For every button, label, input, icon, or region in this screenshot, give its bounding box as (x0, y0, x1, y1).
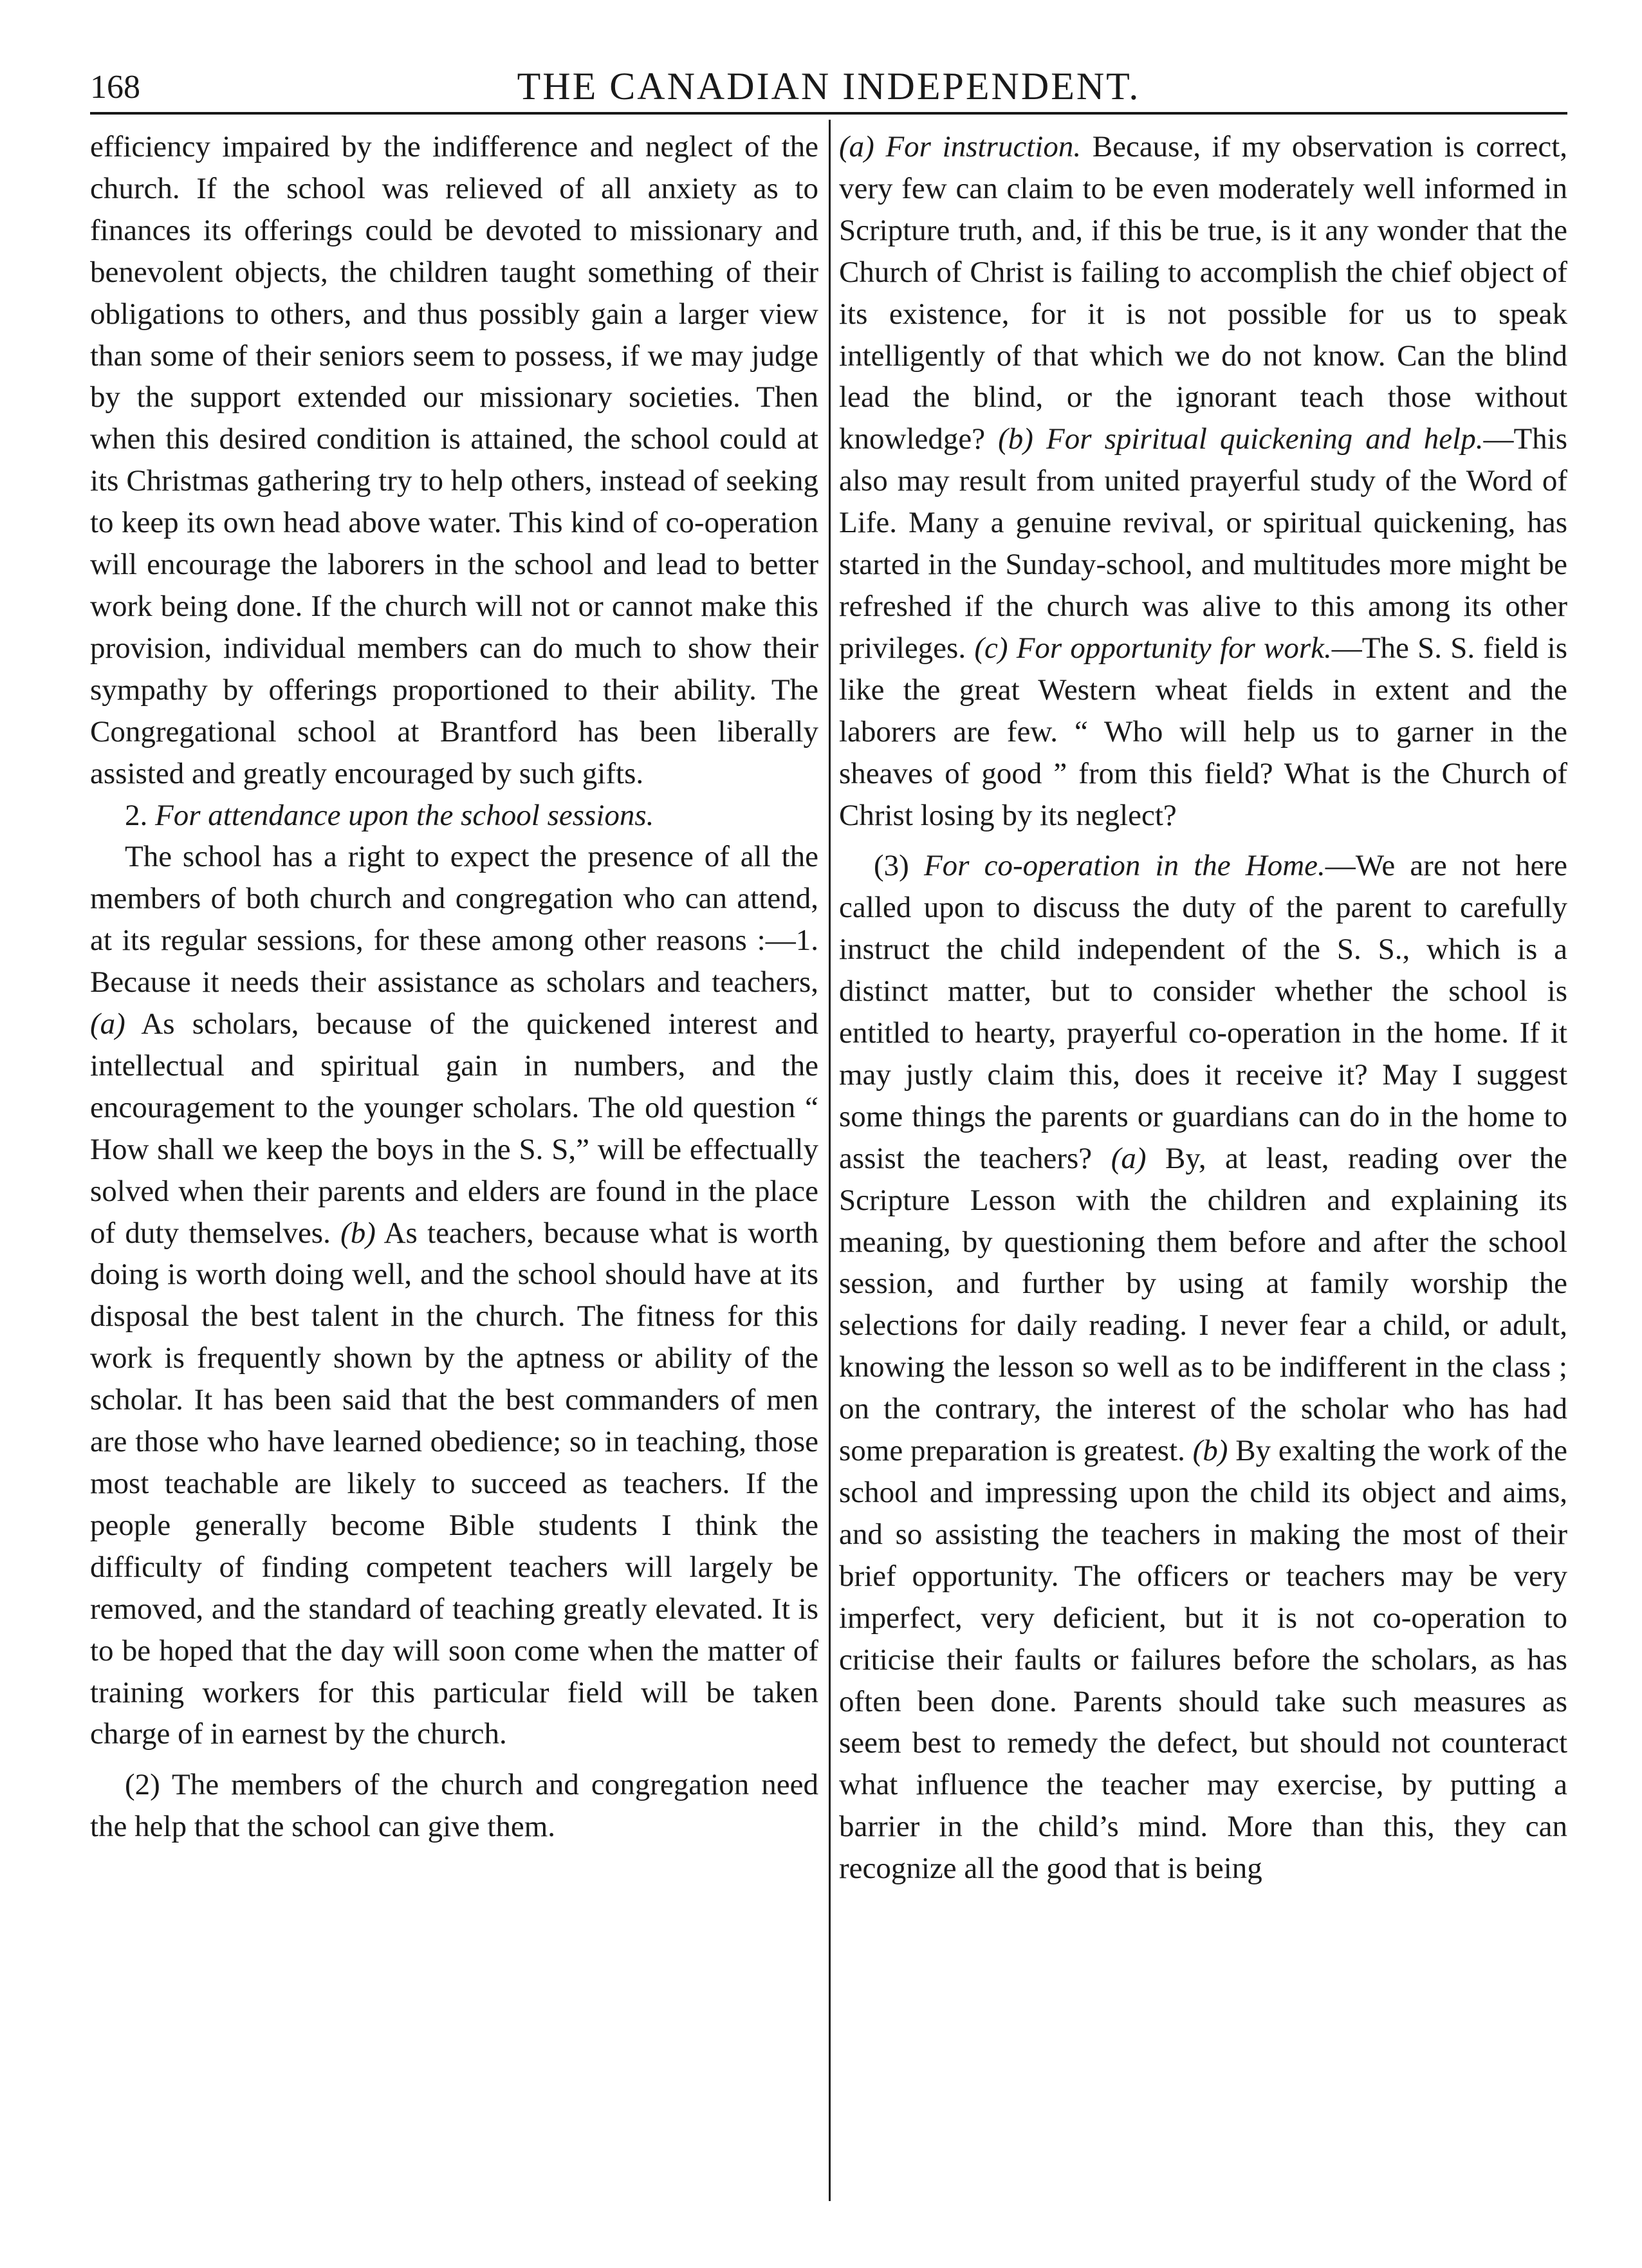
text-run-italic: (b) For spiritual quickening and help. (998, 422, 1484, 456)
text-run-italic: (a) (90, 1007, 125, 1041)
text-run-italic: (a) (1111, 1141, 1147, 1175)
text-run: —The S. S. field is like the great Western wheat fields in extent and the laborers are few. “ Who will help us to garner in the sheaves of good ” from this field? What is the Church of Christ losing by its neglect? (839, 631, 1567, 832)
column-divider (829, 120, 831, 2201)
journal-title: THE CANADIAN INDEPENDENT. (517, 65, 1141, 107)
text-run-italic: (a) For instruction. (839, 130, 1082, 163)
paragraph (90, 836, 818, 1755)
left-column (90, 126, 818, 2198)
text-run: By, at least, reading over the Scripture Lesson with the children and explaining its meaning, by questioning them before and after the school session, and further by using at family worship the selections for daily reading. I never fear a child, or adult, knowing the lesson so well as to be indifferent in the class ; on the contrary, the interest of the scholar who has had some preparation is greatest. (839, 1141, 1567, 1468)
section-number: 2. (125, 798, 148, 832)
paragraph: efficiency impaired by the indifference and neglect of the church. If the school was relieved of all anxiety as to finances its offerings could be devoted to missionary and benevolent objects, the children taught something of their obligations to others, and thus possibly gain a larger view than some of their seniors seem to possess, if we may judge by the support extended our missionary societies. Then when this desired condition is attained, the school could at its Christmas gathering try to help others, instead of seeking to keep its own head above water. This kind of co-operation will encourage the laborers in the school and lead to better work being done. If the church will not or cannot make this provision, individual members can do much to show their sympathy by offerings proportioned to their ability. The Congregational school at Brantford has been liberally assisted and greatly encouraged by such gifts. (90, 130, 818, 790)
text-run: The school has a right to expect the presence of all the members of both church and congregation who can attend, at its regular sessions, for these among other reasons :—1. Because it needs their assistance as scholars and teachers, (90, 840, 818, 999)
page-header (90, 60, 1567, 115)
text-run-italic: (b) (340, 1216, 376, 1250)
text-run: —This also may result from united prayerful study of the Word of Life. Many a genuine revival, or spiritual quickening, has started in the Sunday-school, and multitudes more might be refreshed if the church was alive to this among its other privileges. (839, 422, 1567, 665)
text-run: As scholars, because of the quickened interest and intellectual and spiritual gain in numbers, and the encouragement to the younger scholars. The old question “ How shall we keep the boys in the S. S,” will be effectually solved when their parents and elders are found in the place of duty themselves. (90, 1007, 818, 1250)
text-run-italic: (c) For opportunity for work. (974, 631, 1332, 665)
paragraph (839, 845, 1567, 1890)
text-run: By exalting the work of the school and impressing upon the child its object and aims, and so assisting the teachers in making the most of their brief opportunity. The officers or teachers may be very imperfect, very deficient, but it is not co-operation to criticise their faults or failures before the scholars, as has often been done. Parents should take such measures as seem best to remedy the defect, but should not counteract what influence the teacher may exercise, by putting a barrier in the child’s mind. More than this, they can recognize all the good that is being (839, 1434, 1567, 1886)
section-title: For attendance upon the school sessions. (155, 798, 654, 832)
page-number: 168 (90, 69, 140, 106)
paragraph: (2) The members of the church and congregation need the help that the school can give them. (90, 1768, 818, 1844)
text-run-italic: (b) (1192, 1434, 1228, 1468)
right-column (839, 126, 1567, 2198)
text-run: Because, if my observation is correct, very few can claim to be even moderately well informed in Scripture truth, and, if this be true, is it any wonder that the Church of Christ is failing to accomplish the chief object of its existence, for it is not possible for us to speak intelligently of that which we do not know. Can the blind lead the blind, or the ignorant teach those without knowledge? (839, 130, 1567, 456)
section-heading (90, 795, 818, 837)
section-number: (3) (874, 849, 924, 883)
section-title: For co-operation in the Home. (923, 849, 1325, 883)
text-run: As teachers, because what is worth doing is worth doing well, and the school should have at its disposal the best talent in the church. The fitness for this work is frequently shown by the aptness or ability of the scholar. It has been said that the best commanders of men are those who have learned obedience; so in teaching, those most teachable are likely to succeed as teachers. If the people generally become Bible students I think the difficulty of finding competent teachers will largely be removed, and the standard of teaching greatly elevated. It is to be hoped that the day will soon come when the matter of training workers for this particular field will be taken charge of in earnest by the church. (90, 1216, 818, 1751)
paragraph (839, 126, 1567, 836)
text-run: —We are not here called upon to discuss the duty of the parent to carefully instruct the child independent of the S. S., which is a distinct matter, but to consider whether the school is entitled to hearty, prayerful co-operation in the home. If it may justly claim this, does it receive it? May I suggest some things the parents or guardians can do in the home to assist the teachers? (839, 849, 1567, 1175)
